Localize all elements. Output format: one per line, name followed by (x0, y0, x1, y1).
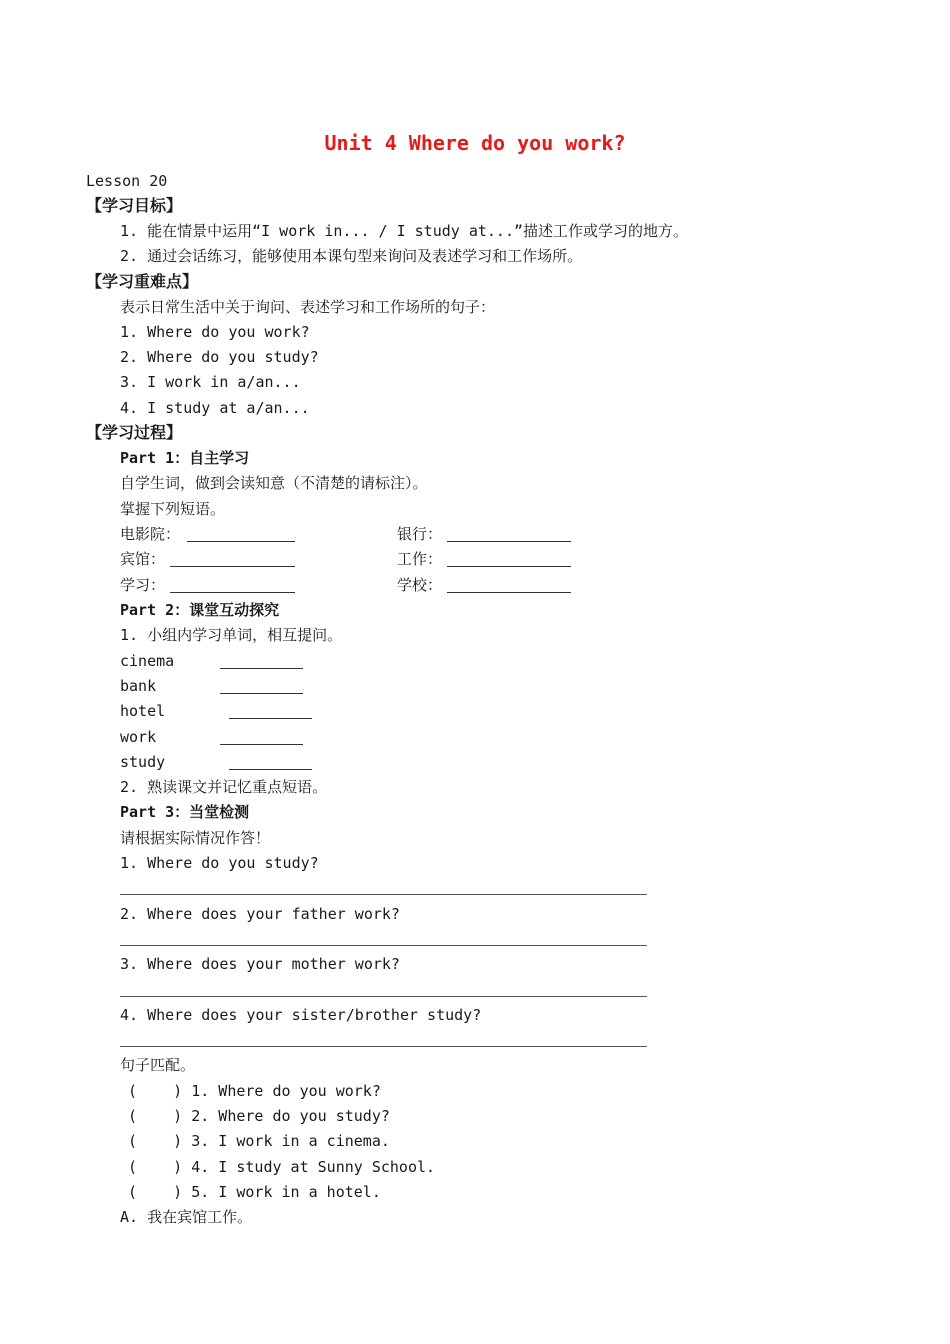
key-point-item: 2. Where do you study? (120, 348, 319, 366)
vocab-bank-blank[interactable] (447, 525, 571, 542)
vocab-study-label: 学习： (120, 576, 166, 594)
word-cinema-blank[interactable] (220, 652, 303, 669)
word-work: work (120, 728, 157, 746)
key-points-intro: 表示日常生活中关于询问、表述学习和工作场所的句子： (120, 298, 496, 316)
vocab-work-label: 工作： (397, 550, 443, 568)
vocab-cinema-blank[interactable] (187, 525, 295, 542)
word-bank: bank (120, 677, 157, 695)
answer-option-a: A. 我在宾馆工作。 (120, 1208, 253, 1226)
lesson-label: Lesson 20 (86, 172, 168, 190)
key-point-item: 4. I study at a/an... (120, 399, 310, 417)
answer-line[interactable] (120, 894, 647, 895)
question-item: 1. Where do you study? (120, 854, 319, 872)
part2-step2: 2. 熟读课文并记忆重点短语。 (120, 778, 328, 796)
key-point-item: 3. I work in a/an... (120, 373, 301, 391)
vocab-school-blank[interactable] (447, 576, 571, 593)
match-item: ( ) 1. Where do you work? (128, 1082, 381, 1100)
objectives-heading: 【学习目标】 (86, 196, 183, 215)
word-work-blank[interactable] (220, 728, 303, 745)
part1-instruction: 掌握下列短语。 (120, 500, 226, 518)
objective-item: 1. 能在情景中运用“I work in... / I study at...”描述工作或学习的地方。 (120, 222, 689, 240)
word-study-blank[interactable] (229, 753, 312, 770)
word-hotel-blank[interactable] (229, 702, 312, 719)
part3-intro: 请根据实际情况作答！ (120, 829, 271, 847)
answer-line[interactable] (120, 1046, 647, 1047)
match-item: ( ) 4. I study at Sunny School. (128, 1158, 436, 1176)
word-bank-blank[interactable] (220, 677, 303, 694)
word-study: study (120, 753, 166, 771)
objective-item: 2. 通过会话练习，能够使用本课句型来询问及表述学习和工作场所。 (120, 247, 583, 265)
answer-line[interactable] (120, 945, 647, 946)
answer-line[interactable] (120, 996, 647, 997)
key-points-heading: 【学习重难点】 (86, 272, 199, 291)
process-heading: 【学习过程】 (86, 423, 183, 442)
part2-heading: Part 2：课堂互动探究 (120, 601, 280, 619)
match-item: ( ) 3. I work in a cinema. (128, 1132, 390, 1150)
question-item: 4. Where does your sister/brother study? (120, 1006, 482, 1024)
part3-heading: Part 3：当堂检测 (120, 803, 250, 821)
part2-step1: 1. 小组内学习单词，相互提问。 (120, 626, 343, 644)
match-heading: 句子匹配。 (120, 1056, 196, 1074)
word-cinema: cinema (120, 652, 175, 670)
vocab-school-label: 学校： (397, 576, 443, 594)
key-point-item: 1. Where do you work? (120, 323, 310, 341)
question-item: 2. Where does your father work? (120, 905, 400, 923)
vocab-hotel-blank[interactable] (170, 550, 295, 567)
page-title: Unit 4 Where do you work? (324, 131, 626, 155)
vocab-hotel-label: 宾馆： (120, 550, 166, 568)
vocab-cinema-label: 电影院： (120, 525, 181, 543)
vocab-work-blank[interactable] (447, 550, 571, 567)
part1-heading: Part 1：自主学习 (120, 449, 250, 467)
part1-instruction: 自学生词，做到会读知意（不清楚的请标注）。 (120, 474, 428, 492)
word-hotel: hotel (120, 702, 166, 720)
match-item: ( ) 5. I work in a hotel. (128, 1183, 381, 1201)
vocab-bank-label: 银行： (397, 525, 443, 543)
match-item: ( ) 2. Where do you study? (128, 1107, 390, 1125)
vocab-study-blank[interactable] (170, 576, 295, 593)
question-item: 3. Where does your mother work? (120, 955, 400, 973)
